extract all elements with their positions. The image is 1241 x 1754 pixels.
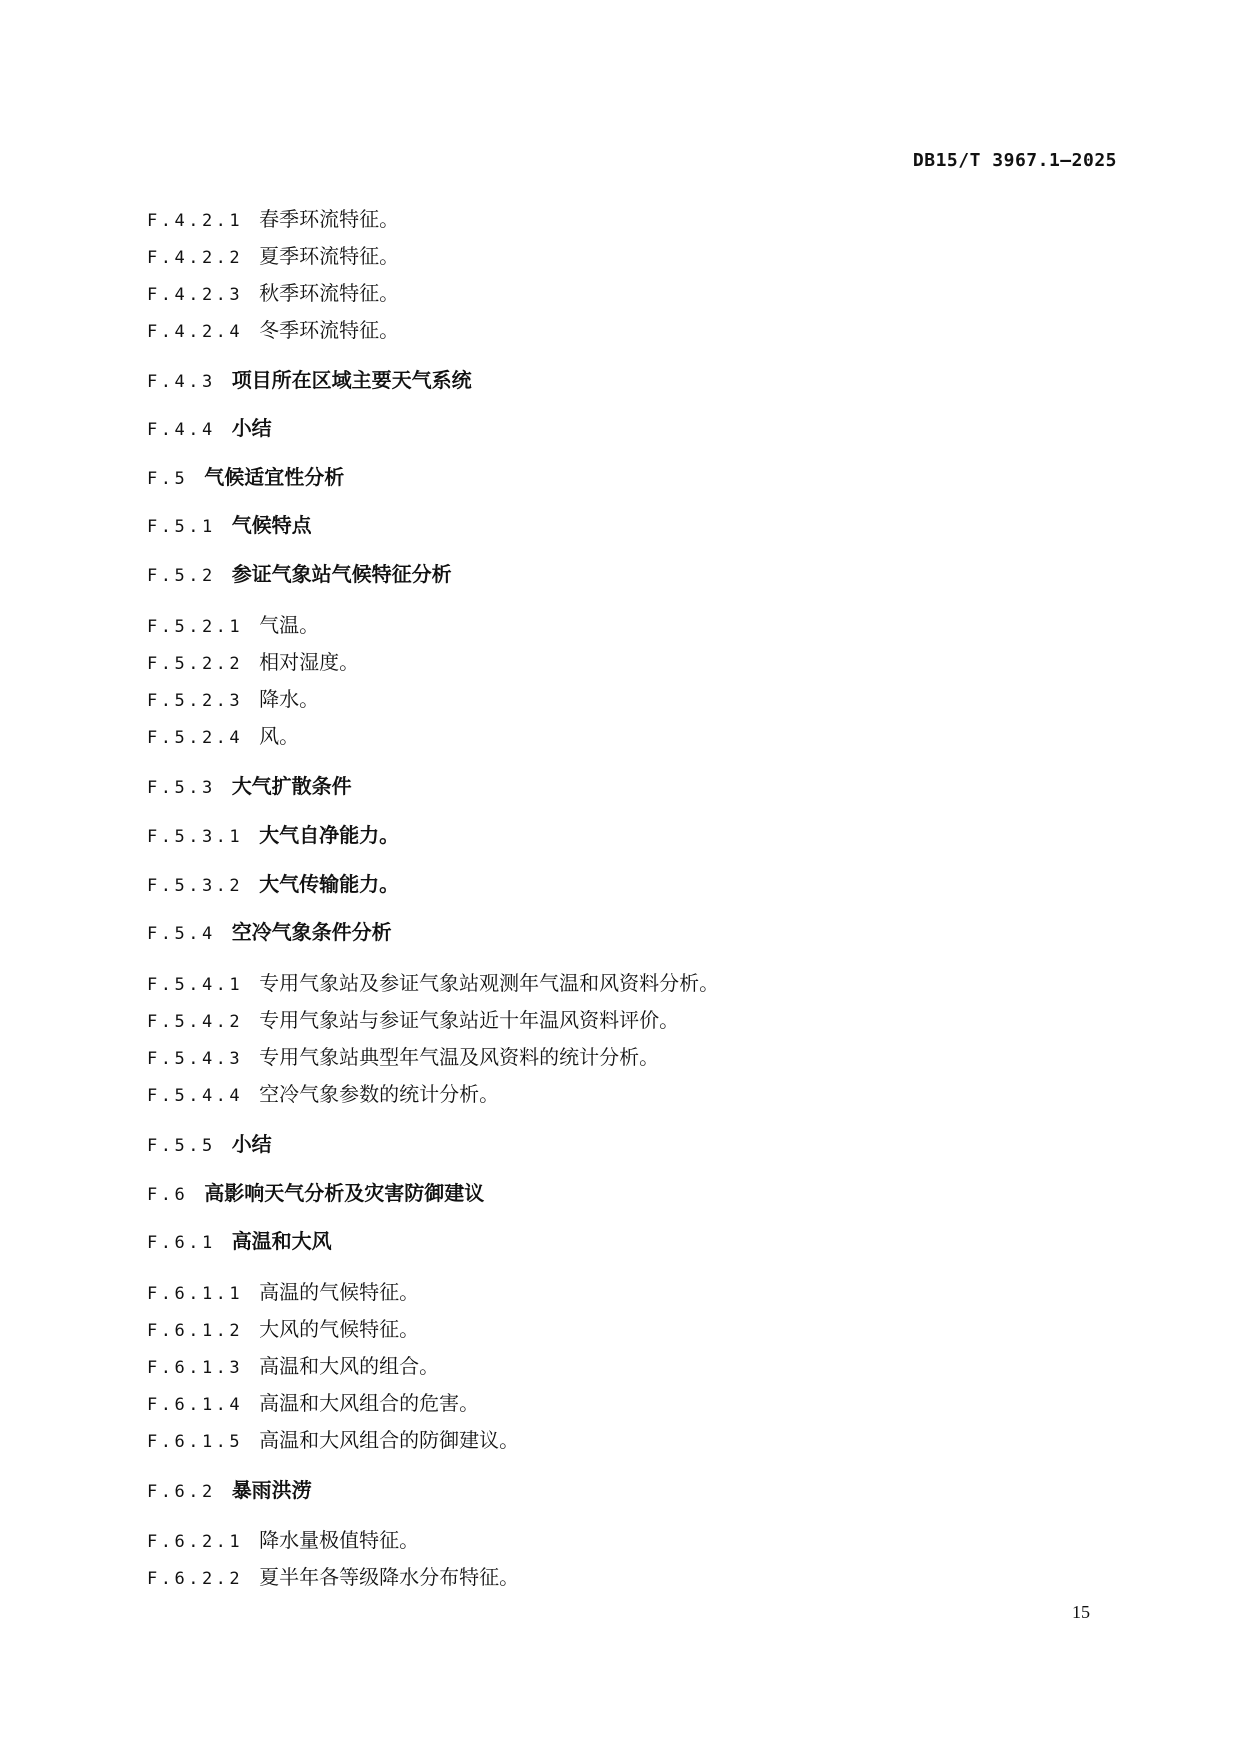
heading-text: 大气扩散条件	[231, 774, 352, 798]
page-number: 15	[1072, 1602, 1090, 1622]
clause-f5-4-2	[147, 1007, 679, 1035]
clause-text: 专用气象站典型年气温及风资料的统计分析。	[259, 1045, 660, 1069]
heading-text: 项目所在区域主要天气系统	[231, 368, 472, 392]
heading-f5-1	[147, 512, 312, 540]
heading-f6-2	[147, 1477, 312, 1505]
clause-f4-2-4	[147, 317, 399, 345]
heading-f6-1	[147, 1228, 332, 1256]
clause-text: 高温和大风的组合。	[259, 1354, 440, 1378]
heading-f5-2	[147, 561, 452, 589]
clause-f5-2-3	[147, 686, 319, 714]
clause-f6-1-4	[147, 1390, 479, 1418]
clause-text: 冬季环流特征。	[259, 318, 400, 342]
heading-text: 空冷气象条件分析	[231, 920, 392, 944]
clause-f6-2-1	[147, 1527, 419, 1555]
heading-f5-5	[147, 1131, 272, 1159]
clause-f4-2-3	[147, 280, 399, 308]
clause-number: F.5.3.2	[147, 876, 244, 896]
clause-text: 高温和大风组合的危害。	[259, 1391, 480, 1415]
clause-number: F.4.2.2	[147, 248, 244, 268]
clause-f5-2-1	[147, 612, 319, 640]
clause-text: 夏半年各等级降水分布特征。	[259, 1565, 520, 1589]
clause-text: 高温的气候特征。	[259, 1280, 420, 1304]
clause-text: 相对湿度。	[259, 650, 360, 674]
clause-text: 大气自净能力。	[259, 823, 400, 847]
clause-text: 气温。	[259, 613, 320, 637]
heading-text: 高温和大风	[231, 1229, 332, 1253]
clause-f5-3-1	[147, 822, 399, 850]
heading-f6	[147, 1180, 484, 1208]
heading-f4-4	[147, 415, 272, 443]
heading-text: 小结	[231, 416, 272, 440]
clause-f6-1-2	[147, 1316, 419, 1344]
heading-text: 参证气象站气候特征分析	[231, 562, 452, 586]
heading-text: 气候适宜性分析	[204, 465, 345, 489]
heading-f5-4	[147, 919, 392, 947]
clause-text: 大气传输能力。	[259, 872, 400, 896]
clause-text: 降水量极值特征。	[259, 1528, 420, 1552]
clause-f6-2-2	[147, 1564, 519, 1592]
clause-text: 春季环流特征。	[259, 207, 400, 231]
clause-number: F.6.1.3	[147, 1358, 244, 1378]
clause-number: F.6.1.2	[147, 1321, 244, 1341]
clause-f5-4-3	[147, 1044, 659, 1072]
clause-number: F.5.2.3	[147, 691, 244, 711]
clause-number: F.4.2.3	[147, 285, 244, 305]
heading-number: F.5.5	[147, 1136, 216, 1156]
clause-text: 专用气象站及参证气象站观测年气温和风资料分析。	[259, 971, 720, 995]
heading-number: F.5.1	[147, 517, 216, 537]
clause-f4-2-2	[147, 243, 399, 271]
heading-f4-3	[147, 367, 472, 395]
heading-number: F.4.4	[147, 420, 216, 440]
clause-text: 降水。	[259, 687, 320, 711]
clause-text: 空冷气象参数的统计分析。	[259, 1082, 500, 1106]
heading-text: 气候特点	[231, 513, 312, 537]
clause-text: 夏季环流特征。	[259, 244, 400, 268]
clause-number: F.6.2.1	[147, 1532, 244, 1552]
clause-number: F.5.4.1	[147, 975, 244, 995]
clause-f4-2-1	[147, 206, 399, 234]
clause-number: F.5.4.4	[147, 1086, 244, 1106]
heading-number: F.6.2	[147, 1482, 216, 1502]
clause-f6-1-1	[147, 1279, 419, 1307]
heading-text: 小结	[231, 1132, 272, 1156]
clause-number: F.5.3.1	[147, 827, 244, 847]
heading-number: F.4.3	[147, 372, 216, 392]
clause-text: 大风的气候特征。	[259, 1317, 420, 1341]
clause-number: F.6.1.1	[147, 1284, 244, 1304]
heading-text: 高影响天气分析及灾害防御建议	[204, 1181, 485, 1205]
clause-number: F.5.2.1	[147, 617, 244, 637]
clause-number: F.6.1.5	[147, 1432, 244, 1452]
clause-text: 风。	[259, 724, 300, 748]
clause-f5-4-4	[147, 1081, 499, 1109]
document-id: DB15/T 3967.1—2025	[912, 150, 1117, 171]
clause-number: F.4.2.1	[147, 211, 244, 231]
clause-text: 高温和大风组合的防御建议。	[259, 1428, 520, 1452]
clause-f6-1-5	[147, 1427, 519, 1455]
clause-f5-2-4	[147, 723, 299, 751]
heading-number: F.6	[147, 1185, 189, 1205]
clause-f5-2-2	[147, 649, 359, 677]
heading-number: F.6.1	[147, 1233, 216, 1253]
heading-text: 暴雨洪涝	[231, 1478, 312, 1502]
clause-f6-1-3	[147, 1353, 439, 1381]
clause-f5-4-1	[147, 970, 719, 998]
clause-number: F.5.4.3	[147, 1049, 244, 1069]
clause-number: F.6.1.4	[147, 1395, 244, 1415]
clause-f5-3-2	[147, 871, 399, 899]
clause-number: F.6.2.2	[147, 1569, 244, 1589]
clause-number: F.5.4.2	[147, 1012, 244, 1032]
heading-f5	[147, 464, 344, 492]
heading-number: F.5.2	[147, 566, 216, 586]
clause-number: F.5.2.2	[147, 654, 244, 674]
heading-f5-3	[147, 773, 352, 801]
heading-number: F.5.3	[147, 778, 216, 798]
clause-number: F.4.2.4	[147, 322, 244, 342]
clause-text: 秋季环流特征。	[259, 281, 400, 305]
clause-text: 专用气象站与参证气象站近十年温风资料评价。	[259, 1008, 680, 1032]
clause-number: F.5.2.4	[147, 728, 244, 748]
heading-number: F.5	[147, 469, 189, 489]
heading-number: F.5.4	[147, 924, 216, 944]
